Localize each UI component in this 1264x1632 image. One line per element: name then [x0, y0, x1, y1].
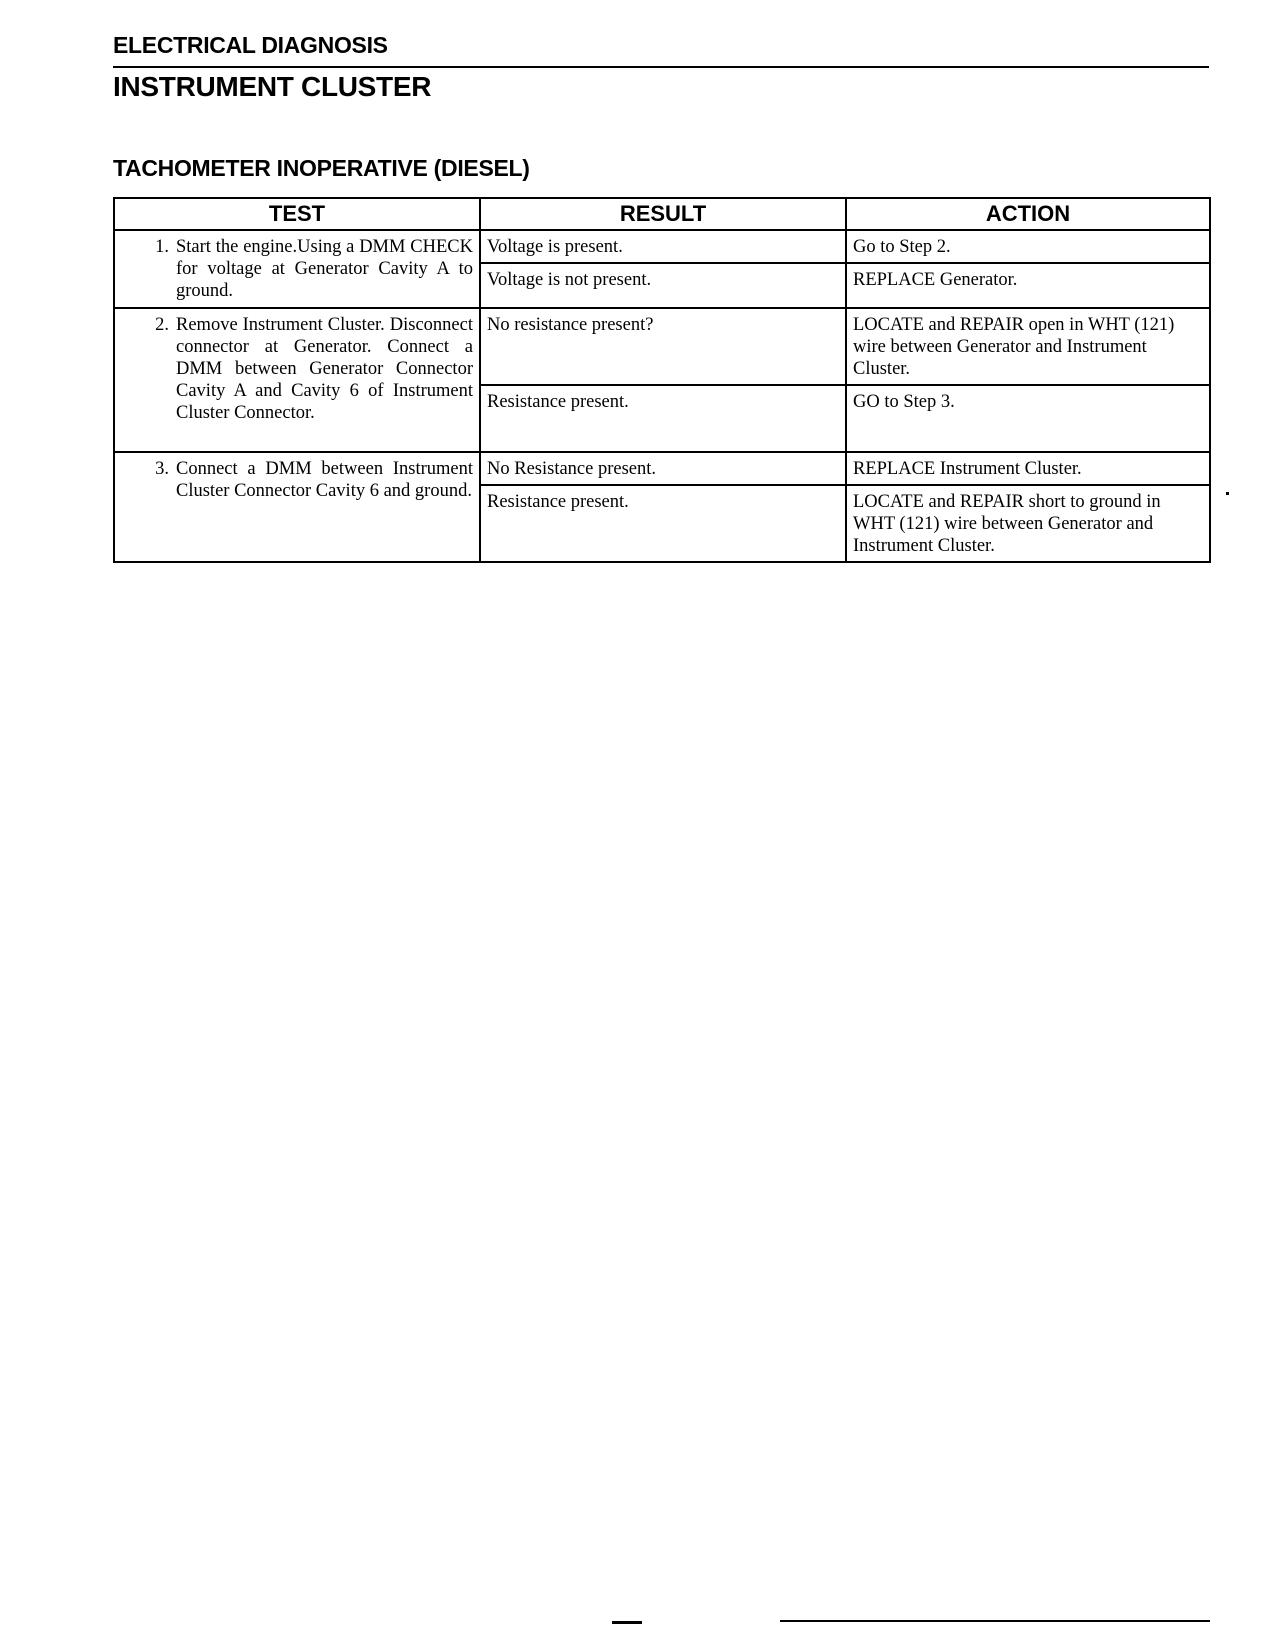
- step-test-text: Connect a DMM between Instrument Cluster Connector Cavity 6 and ground.: [176, 459, 473, 501]
- table-row: [114, 308, 1210, 385]
- header-divider: [113, 66, 1209, 68]
- test-cell: [114, 308, 480, 452]
- column-header-action: ACTION: [846, 198, 1210, 230]
- step-number: 3.: [155, 459, 169, 479]
- test-cell: [114, 452, 480, 562]
- result-cell: Voltage is not present.: [480, 263, 846, 308]
- result-cell: Voltage is present.: [480, 230, 846, 263]
- result-cell: No resistance present?: [480, 308, 846, 385]
- action-cell: Go to Step 2.: [846, 230, 1210, 263]
- column-header-test: TEST: [114, 198, 480, 230]
- step-number: 2.: [155, 315, 169, 335]
- table-row: [114, 452, 1210, 485]
- page-title: INSTRUMENT CLUSTER: [113, 71, 432, 102]
- action-cell: LOCATE and REPAIR open in WHT (121) wire between Generator and Instrument Cluster.: [846, 308, 1210, 385]
- footer-mark: [612, 1621, 642, 1624]
- table-row: [114, 230, 1210, 263]
- step-test-text: Remove Instrument Cluster. Disconnect connector at Generator. Connect a DMM between Generator Connector Cavity A and Cavity 6 of Instrument Cluster Connector.: [176, 315, 473, 423]
- diagnostic-table: [113, 197, 1211, 563]
- step-number: 1.: [155, 237, 169, 257]
- step-test-text: Start the engine.Using a DMM CHECK for voltage at Generator Cavity A to ground.: [176, 237, 473, 301]
- result-cell: No Resistance present.: [480, 452, 846, 485]
- action-cell: REPLACE Instrument Cluster.: [846, 452, 1210, 485]
- scan-speck: [1226, 492, 1229, 495]
- action-cell: LOCATE and REPAIR short to ground in WHT (121) wire between Generator and Instrument Cluster.: [846, 485, 1210, 562]
- result-cell: Resistance present.: [480, 385, 846, 452]
- procedure-title: TACHOMETER INOPERATIVE (DIESEL): [113, 155, 530, 181]
- table-header-row: [114, 198, 1210, 230]
- result-cell: Resistance present.: [480, 485, 846, 562]
- column-header-result: RESULT: [480, 198, 846, 230]
- action-cell: GO to Step 3.: [846, 385, 1210, 452]
- footer-rule: [780, 1620, 1210, 1622]
- test-cell: [114, 230, 480, 308]
- section-heading: ELECTRICAL DIAGNOSIS: [113, 32, 388, 58]
- action-cell: REPLACE Generator.: [846, 263, 1210, 308]
